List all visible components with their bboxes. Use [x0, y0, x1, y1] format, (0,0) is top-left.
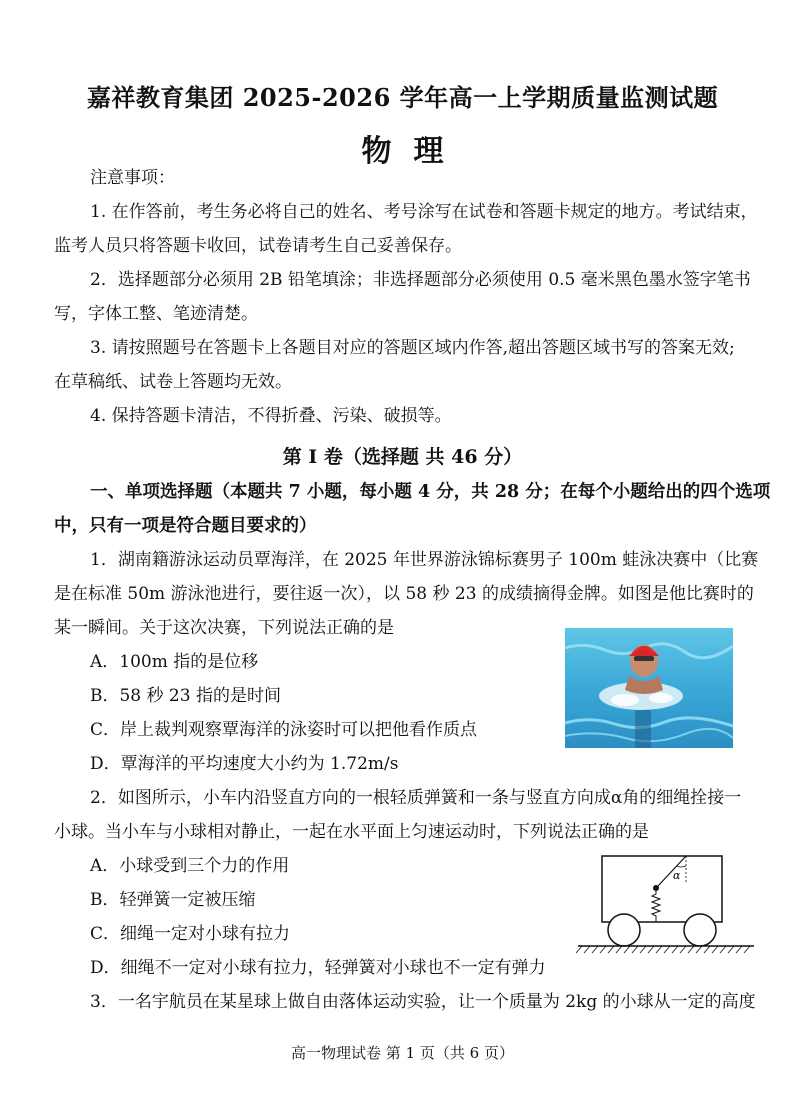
page-footer: 高一物理试卷 第 1 页（共 6 页） — [291, 1044, 514, 1062]
q2-stem-line-1: 2．如图所示，小车内沿竖直方向的一根轻质弹簧和一条与竖直方向成α角的细绳拴接一 — [90, 788, 742, 808]
q2-option-d: D．细绳不一定对小球有拉力，轻弹簧对小球也不一定有弹力 — [90, 958, 546, 978]
string-line — [658, 856, 686, 886]
wheel-right — [684, 914, 716, 946]
subject-title: 物理 — [361, 134, 466, 169]
q1-stem-line-2: 是在标准 50m 游泳池进行，要往返一次），以 58 秒 23 的成绩摘得金牌。如图是他比赛时的 — [54, 584, 754, 604]
q2-option-b: B．轻弹簧一定被压缩 — [90, 890, 256, 910]
q1-option-b: B．58 秒 23 指的是时间 — [90, 686, 281, 706]
swimmer-photo — [565, 628, 733, 748]
ground-hatching — [576, 946, 750, 953]
note-line-5: 3. 请按照题号在答题卡上各题目对应的答题区域内作答,超出答题区域书写的答案无效; — [90, 338, 735, 358]
angle-arc — [677, 866, 686, 867]
q2-option-c: C．细绳一定对小球有拉力 — [90, 924, 291, 944]
q1-stem-line-1: 1．湖南籍游泳运动员覃海洋，在 2025 年世界游泳锦标赛男子 100m 蛙泳决赛中（比赛 — [90, 550, 759, 570]
ball — [653, 885, 659, 891]
note-line-2: 监考人员只将答题卡收回，试卷请考生自己妥善保存。 — [54, 236, 462, 256]
q2-option-a: A．小球受到三个力的作用 — [90, 856, 290, 876]
angle-alpha-label: α — [673, 869, 681, 882]
cart-body — [602, 856, 722, 922]
note-line-3: 2．选择题部分必须用 2B 铅笔填涂；非选择题部分必须使用 0.5 毫米黑色墨水签字笔书 — [90, 270, 751, 290]
q1-option-d: D．覃海洋的平均速度大小约为 1.72m/s — [90, 754, 399, 774]
cart-spring-diagram — [576, 852, 756, 962]
q1-stem-line-3: 某一瞬间。关于这次决赛，下列说法正确的是 — [54, 618, 394, 638]
note-line-1: 1. 在作答前，考生务必将自己的姓名、考号涂写在试卷和答题卡规定的地方。考试结束， — [90, 202, 758, 222]
q2-stem-line-2: 小球。当小车与小球相对静止，一起在水平面上匀速运动时，下列说法正确的是 — [54, 822, 649, 842]
section-title: 第 I 卷（选择题 共 46 分） — [282, 446, 523, 468]
note-line-7: 4. 保持答题卡清洁，不得折叠、污染、破损等。 — [90, 406, 452, 426]
wheel-left — [608, 914, 640, 946]
q3-stem-line-1: 3．一名宇航员在某星球上做自由落体运动实验，让一个质量为 2kg 的小球从一定的高度 — [90, 992, 756, 1012]
notes-heading: 注意事项： — [90, 168, 175, 188]
note-line-4: 写，字体工整、笔迹清楚。 — [54, 304, 258, 324]
spring — [652, 891, 660, 922]
section-instruction-line-1: 一、单项选择题（本题共 7 小题，每小题 4 分，共 28 分；在每个小题给出的四个选项 — [90, 482, 771, 502]
q1-option-c: C．岸上裁判观察覃海洋的泳姿时可以把他看作质点 — [90, 720, 478, 740]
exam-title: 嘉祥教育集团 2025-2026 学年高一上学期质量监测试题 — [86, 83, 719, 112]
section-instruction-line-2: 中，只有一项是符合题目要求的） — [54, 516, 317, 536]
note-line-6: 在草稿纸、试卷上答题均无效。 — [54, 372, 292, 392]
q1-option-a: A．100m 指的是位移 — [90, 652, 259, 672]
